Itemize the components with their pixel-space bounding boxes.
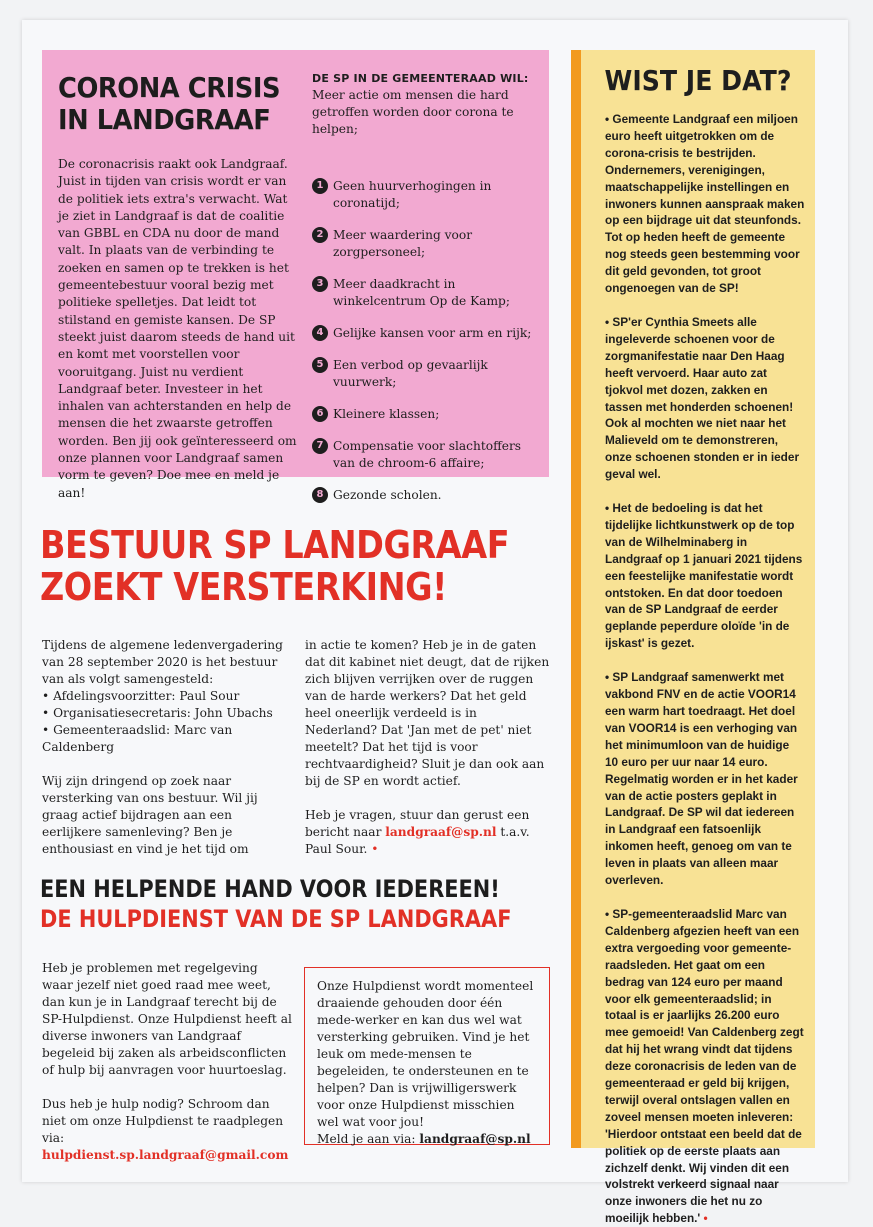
demands-heading: DE SP IN DE GEMEENTERAAD WIL: [312,72,529,85]
corona-title: CORONA CRISIS IN LANDGRAAF [58,71,281,136]
demand-text: Een verbod op gevaarlijk vuurwerk; [333,358,488,389]
demand-item [312,357,544,391]
member-item: • Gemeenteraadslid: Marc van Caldenberg [42,723,233,754]
number-badge: 4 [312,325,328,341]
demand-item [312,487,544,504]
fact-item: • Gemeente Landgraaf een miljoen euro heeft uitgetrokken om de corona-crisis te bestrijden. Ondernemers, verenigingen, maatschappelijke instellingen en inwoners kunnen aanspraak maken op een bijdrage uit dat steunfonds. Tot op heden heeft de gemeente nog steeds geen bestemming voor dit geld gevonden, tot groot ongenoegen van de SP! [605,112,805,296]
bestuur-p1: Tijdens de algemene ledenvergadering van 28 september 2020 is het bestuur van als volgt samengesteld: [42,638,283,686]
helpende-hand-title: EEN HELPENDE HAND VOOR IEDEREEN! [40,875,500,903]
end-dot: • [367,842,379,856]
callout-cta-label: Meld je aan via: [317,1132,420,1146]
demand-text: Geen huurverhogingen in coronatijd; [333,179,492,210]
callout-email-link[interactable]: landgraaf@sp.nl [419,1132,531,1146]
hulp-p2-text: Dus heb je hulp nodig? Schroom dan niet om onze Hulpdienst te raadplegen via: [42,1097,284,1145]
number-badge: 3 [312,276,328,292]
bestuur-contact [305,807,550,858]
demands-list [312,178,544,504]
fact-item [605,906,805,1227]
facts-list [581,97,815,1227]
number-badge: 5 [312,357,328,373]
end-dot: • [700,1211,708,1226]
callout-text: Onze Hulpdienst wordt momenteel draaiende gehouden door één mede-werker en kan dus wel wat versterking gebruiken. Vind je het leuk om mede-mensen te begeleiden, te ondersteunen en te helpen? Dan is vrijwilligerswerk voor onze Hulpdienst misschien wel wat voor jou! [317,979,534,1129]
demand-item [312,178,544,212]
hulp-p1: Heb je problemen met regelgeving waar jezelf niet goed raad mee weet, dan kun je in Landgraaf terecht bij de SP-Hulpdienst. Onze Hulpdienst heeft al diverse inwoners van Landgraaf begeleid bij zaken als arbeidsconflicten of hulp bij aanvragen voor huurtoeslag. [42,961,292,1077]
bestuur-column-2 [305,637,550,875]
bestuur-p3: in actie te komen? Heb je in de gaten dat dit kabinet niet deugt, dat de rijken zich blijven verrijken over de ruggen van de harde werkers? Dat het geld heel oneerlijk verdeeld is in Nederland? Dat 'Jan met de pet' niet meetelt? Dat het tijd is voor rechtvaardigheid? Sluit je dan ook aan bij de SP en wordt actief. [305,638,550,788]
demand-item [312,227,544,261]
demand-text: Meer daadkracht in winkelcentrum Op de Kamp; [333,277,510,308]
hulpdienst-subtitle: DE HULPDIENST VAN DE SP LANDGRAAF [40,905,512,933]
demand-text: Kleinere klassen; [333,407,440,421]
member-item: • Afdelingsvoorzitter: Paul Sour [42,689,240,703]
number-badge: 6 [312,406,328,422]
demand-item [312,406,544,423]
demand-text: Gelijke kansen voor arm en rijk; [333,326,532,340]
demands-column [312,72,544,519]
contact-post: t.a.v. Paul Sour. [305,825,530,856]
bestuur-intro [42,637,292,756]
hulpdienst-column [42,960,292,1181]
volunteer-callout-box [304,967,550,1145]
demand-text: Meer waardering voor zorgpersoneel; [333,228,473,259]
number-badge: 1 [312,178,328,194]
demand-item [312,438,544,472]
bestuur-column-1 [42,637,292,875]
corona-crisis-box [42,50,549,502]
member-item: • Organisatiesecretaris: John Ubachs [42,706,273,720]
wist-title: WIST JE DAT? [604,64,792,97]
number-badge: 8 [312,487,328,503]
number-badge: 7 [312,438,328,454]
demand-text: Gezonde scholen. [333,488,442,502]
hulp-p2 [42,1096,292,1164]
demand-item [312,325,544,342]
contact-pre: Heb je vragen, stuur dan gerust een bericht naar [305,808,530,839]
demand-item [312,276,544,310]
bestuur-p2: Wij zijn dringend op zoek naar versterking van ons bestuur. Wil jij graag actief bijdragen aan een eerlijkere samenleving? Ben je enthousiast en vind je het tijd om [42,774,258,856]
corona-body: De coronacrisis raakt ook Landgraaf. Juist in tijden van crisis wordt er van de politiek iets extra's verwacht. Wat je ziet in Landgraaf is dat de coalitie van GBBL en CDA nu door de mand valt. In plaats van de verbinding te zoeken en samen op te trekken is het gemeentebestuur vooral bezig met politieke spelletjes. Dat leidt tot stilstand en gemiste kansen. De SP steekt juist daarom steeds de hand uit en komt met voorstellen voor vooruitgang. Juist nu verdient Landgraaf beter. Investeer in het inhalen van achterstanden en help de mensen die het zwaarste getroffen worden. Ben jij ook geïnteresseerd om onze plannen voor Landgraaf samen vorm te geven? Doe mee en meld je aan! [58,157,297,500]
hulpdienst-email-link[interactable]: hulpdienst.sp.landgraaf@gmail.com [42,1148,289,1162]
demand-text: Compensatie voor slachtoffers van de chroom-6 affaire; [333,439,522,470]
fact-text: • SP-gemeenteraadslid Marc van Caldenberg afgezien heeft van een extra vergoeding voor gemeente-raadsleden. Het gaat om een bedrag van 124 euro per maand voor elk gemeenteraadslid; in totaal is er jaarlijks 26.200 euro mee gemoeid! Van Caldenberg zegt dat hij het wrang vindt dat tijdens deze coronacrisis de leden van de gemeenteraad er geld bij krijgen, terwijl overal ontslagen vallen en zoveel mensen moeten inleveren: 'Hierdoor ontstaat een beeld dat de politiek op de eerste plaats aan zichzelf denkt. Wij vinden dit een volstrekt verkeerd signaal naar onze inwoners die het nu zo moeilijk hebben.' [605,906,804,1226]
fact-item: • SP'er Cynthia Smeets alle ingeleverde schoenen voor de zorgmanifestatie naar Den Haag heeft vervoerd. Haar auto zat tjokvol met dozen, zakken en tassen met honderden schoenen! Ook al mochten we niet naar het Malieveld om te demonstreren, onze schoenen stonden er in ieder geval wel. [605,314,800,482]
number-badge: 2 [312,227,328,243]
callout-cta [317,1131,539,1148]
bestuur-title: BESTUUR SP LANDGRAAF ZOEKT VERSTERKING! [40,523,510,609]
fact-item: • SP Landgraaf samenwerkt met vakbond FNV en de actie VOOR14 een warm hart toedraagt. Het doel van VOOR14 is een verhoging van het minimumloon van de huidige 10 euro per uur naar 14 euro. Regelmatig worden er in het kader van de actie posters geplakt in Landgraaf. De SP wil dat iedereen in Landgraaf een fatsoenlijk inkomen heeft, genoeg om van te leven in plaats van alleen maar overleven. [605,670,798,888]
wist-je-dat-sidebar [571,50,815,1226]
demands-intro: Meer actie om mensen die hard getroffen worden door corona te helpen; [312,88,514,136]
contact-email-link[interactable]: landgraaf@sp.nl [385,825,497,839]
fact-item: • Het de bedoeling is dat het tijdelijke lichtkunstwerk op de top van de Wilhelminaberg in Landgraaf op 1 januari 2021 tijdens een feestelijke manifestatie wordt ontstoken. En dat door toedoen van de SP Landgraaf de eerder geplande peperdure oloïde 'in de ijskast' is gezet. [605,501,803,651]
